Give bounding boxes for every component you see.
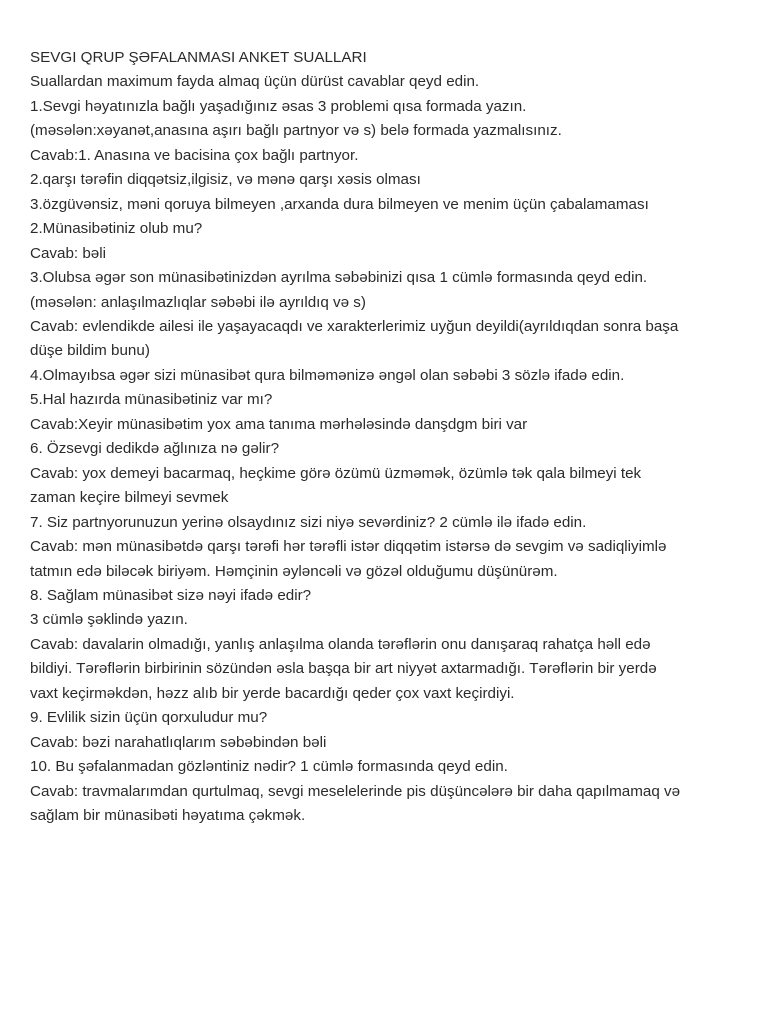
answer-line: Cavab: bəzi narahatlıqlarım səbəbindən bəli <box>30 733 327 751</box>
question-line: 2.Münasibətiniz olub mu? <box>30 220 203 238</box>
question-answer-list <box>30 95 742 829</box>
answer-line: Cavab: davalarin olmadığı, yanlış anlaşılma olanda tərəflərin onu danışaraq rahatça həll edə <box>30 635 651 653</box>
answer-line: Cavab: bəli <box>30 244 106 262</box>
document-body <box>30 46 742 829</box>
text-line: sağlam bir münasibəti həyatıma çəkmək. <box>30 807 306 825</box>
answer-line: Cavab: yox demeyi bacarmaq, heçkime görə özümü üzməmək, özümlə tək qala bilmeyi tek <box>30 464 642 482</box>
text-line: 3 cümlə şəklində yazın. <box>30 611 188 629</box>
text-line: düşe bildim bunu) <box>30 342 150 360</box>
text-line: tatmın edə biləcək biriyəm. Həmçinin əyləncəli və gözəl olduğumu düşünürəm. <box>30 562 558 580</box>
text-line: vaxt keçirməkdən, həzz alıb bir yerde bacardığı qeder çox vaxt keçirdiyi. <box>30 684 515 702</box>
document-intro: Suallardan maximum fayda almaq üçün dürüst cavablar qeyd edin. <box>30 73 480 91</box>
question-line: 6. Özsevgi dedikdə ağlınıza nə gəlir? <box>30 440 280 458</box>
question-line: 1.Sevgi həyatınızla bağlı yaşadığınız əsas 3 problemi qısa formada yazın. <box>30 97 527 115</box>
answer-line: Cavab:Xeyir münasibətim yox ama tanıma mərhələsində danşdgm biri var <box>30 415 528 433</box>
question-line: 4.Olmayıbsa əgər sizi münasibət qura bilməmənizə əngəl olan səbəbi 3 sözlə ifadə edin. <box>30 366 625 384</box>
answer-line: Cavab:1. Anasına ve bacisina çox bağlı partnyor. <box>30 146 359 164</box>
answer-line: Cavab: mən münasibətdə qarşı tərəfi hər tərəfli istər diqqətim istərsə də sevgim və sadiqliyimlə <box>30 538 667 556</box>
question-line: 3.Olubsa əgər son münasibətinizdən ayrılma səbəbinizi qısa 1 cümlə formasında qeyd edin. <box>30 269 648 287</box>
answer-line: Cavab: evlendikde ailesi ile yaşayacaqdı ve xarakterlerimiz uyğun deyildi(ayrıldıqdan sonra başa <box>30 317 679 335</box>
text-line: 2.qarşı tərəfin diqqətsiz,ilgisiz, və mənə qarşı xəsis olması <box>30 171 421 189</box>
question-line: 7. Siz partnyorunuzun yerinə olsaydınız sizi niyə sevərdiniz? 2 cümlə ilə ifadə edin. <box>30 513 587 531</box>
question-line: 8. Sağlam münasibət sizə nəyi ifadə edir? <box>30 586 312 604</box>
text-line: 3.özgüvənsiz, məni qoruya bilmeyen ,arxanda dura bilmeyen ve menim üçün çabalamaması <box>30 195 649 213</box>
question-line: 5.Hal hazırda münasibətiniz var mı? <box>30 391 273 409</box>
text-line: (məsələn: anlaşılmazlıqlar səbəbi ilə ayrıldıq və s) <box>30 293 366 311</box>
text-line: zaman keçire bilmeyi sevmek <box>30 489 229 507</box>
text-line: bildiyi. Tərəflərin birbirinin sözündən əsla başqa bir art niyyət axtarmadığı. Tərəflərin bir yerdə <box>30 660 657 678</box>
document-title: SEVGI QRUP ŞƏFALANMASI ANKET SUALLARI <box>30 49 367 66</box>
question-line: 9. Evlilik sizin üçün qorxuludur mu? <box>30 709 268 727</box>
text-line: (məsələn:xəyanət,anasına aşırı bağlı partnyor və s) belə formada yazmalısınız. <box>30 122 562 140</box>
answer-line: Cavab: travmalarımdan qurtulmaq, sevgi meselelerinde pis düşüncələrə bir daha qapılmamaq və <box>30 782 681 800</box>
question-line: 10. Bu şəfalanmadan gözləntiniz nədir? 1 cümlə formasında qeyd edin. <box>30 758 508 776</box>
